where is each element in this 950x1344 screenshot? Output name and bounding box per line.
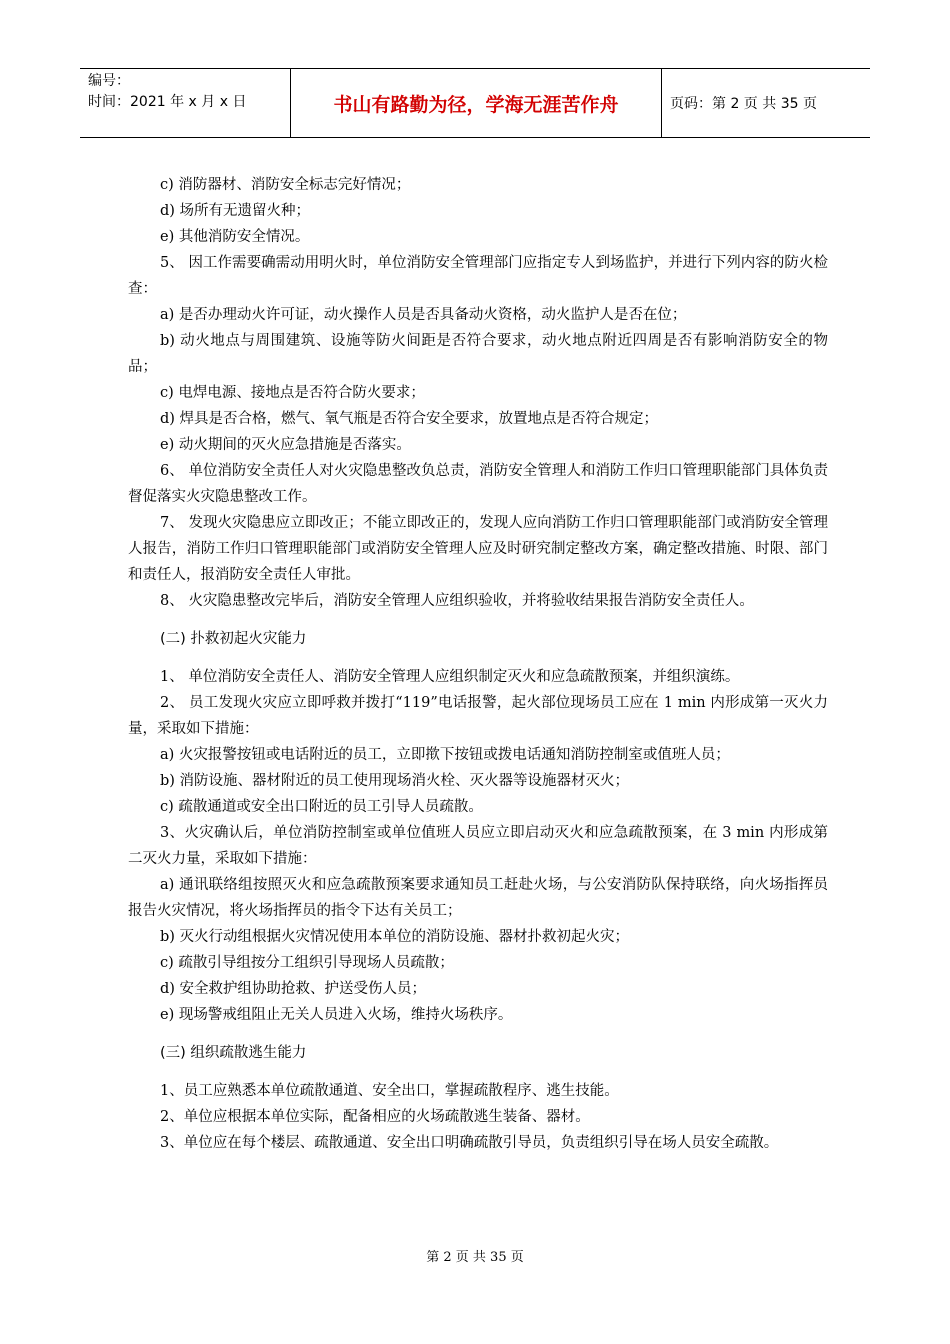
paragraph: b) 动火地点与周围建筑、设施等防火间距是否符合要求，动火地点附近四周是否有影响消防安全的物品； — [128, 333, 828, 375]
paragraph: 1、员工应熟悉本单位疏散通道、安全出口，掌握疏散程序、逃生技能。 — [160, 1083, 619, 1099]
paragraph: 3、火灾确认后，单位消防控制室或单位值班人员应立即启动灭火和应急疏散预案，在 3 min 内形成第二灭火力量，采取如下措施： — [128, 825, 828, 867]
paragraph: a) 是否办理动火许可证，动火操作人员是否具备动火资格，动火监护人是否在位； — [160, 307, 687, 323]
document-body — [128, 172, 828, 1156]
paragraph: a) 火灾报警按钮或电话附近的员工，立即揿下按钮或拨电话通知消防控制室或值班人员； — [160, 747, 730, 763]
paragraph: c) 电焊电源、接地点是否符合防火要求； — [160, 385, 425, 401]
doc-number-label: 编号： — [88, 73, 130, 89]
paragraph: b) 消防设施、器材附近的员工使用现场消火栓、灭火器等设施器材灭火； — [160, 773, 630, 789]
paragraph: c) 消防器材、消防安全标志完好情况； — [160, 177, 411, 193]
paragraph: d) 安全救护组协助抢救、护送受伤人员； — [160, 981, 427, 997]
paragraph: c) 疏散引导组按分工组织引导现场人员疏散； — [160, 955, 454, 971]
paragraph: 1、 单位消防安全责任人、消防安全管理人应组织制定灭火和应急疏散预案，并组织演练。 — [160, 669, 740, 685]
paragraph: 5、 因工作需要确需动用明火时，单位消防安全管理部门应指定专人到场监护，并进行下列内容的防火检查： — [128, 255, 828, 297]
header-motto: 书山有路勤为径，学海无涯苦作舟 — [291, 69, 662, 137]
page-footer: 第 2 页 共 35 页 — [426, 1250, 524, 1265]
paragraph: d) 场所有无遗留火种； — [160, 203, 311, 219]
section-heading: (三) 组织疏散逃生能力 — [160, 1045, 307, 1061]
paragraph: e) 其他消防安全情况。 — [160, 229, 310, 245]
page-header — [80, 68, 870, 138]
paragraph: 2、单位应根据本单位实际，配备相应的火场疏散逃生装备、器材。 — [160, 1109, 590, 1125]
paragraph: e) 现场警戒组阻止无关人员进入火场，维持火场秩序。 — [160, 1007, 513, 1023]
header-page-number: 页码：第 2 页 共 35 页 — [670, 96, 817, 112]
section-heading: (二) 扑救初起火灾能力 — [160, 631, 307, 647]
paragraph: 3、单位应在每个楼层、疏散通道、安全出口明确疏散引导员，负责组织引导在场人员安全疏散。 — [160, 1135, 779, 1151]
paragraph: c) 疏散通道或安全出口附近的员工引导人员疏散。 — [160, 799, 483, 815]
paragraph: b) 灭火行动组根据火灾情况使用本单位的消防设施、器材扑救初起火灾； — [160, 929, 630, 945]
paragraph: 6、 单位消防安全责任人对火灾隐患整改负总责，消防安全管理人和消防工作归口管理职能部门具体负责督促落实火灾隐患整改工作。 — [128, 463, 828, 505]
paragraph: d) 焊具是否合格，燃气、氧气瓶是否符合安全要求，放置地点是否符合规定； — [160, 411, 659, 427]
doc-time-label: 时间：2021 年 x 月 x 日 — [88, 94, 247, 110]
paragraph: e) 动火期间的灭火应急措施是否落实。 — [160, 437, 411, 453]
header-meta — [80, 69, 291, 137]
paragraph: a) 通讯联络组按照灭火和应急疏散预案要求通知员工赶赴火场，与公安消防队保持联络，向火场指挥员报告火灾情况，将火场指挥员的指令下达有关员工； — [128, 877, 828, 919]
paragraph: 7、 发现火灾隐患应立即改正；不能立即改正的，发现人应向消防工作归口管理职能部门或消防安全管理人报告，消防工作归口管理职能部门或消防安全管理人应及时研究制定整改方案，确定整改措施、时限、部门和责任人，报消防安全责任人审批。 — [128, 515, 828, 583]
paragraph: 8、 火灾隐患整改完毕后，消防安全管理人应组织验收，并将验收结果报告消防安全责任人。 — [160, 593, 754, 609]
paragraph: 2、 员工发现火灾应立即呼救并拨打“119”电话报警，起火部位现场员工应在 1 min 内形成第一灭火力量，采取如下措施： — [128, 695, 828, 737]
